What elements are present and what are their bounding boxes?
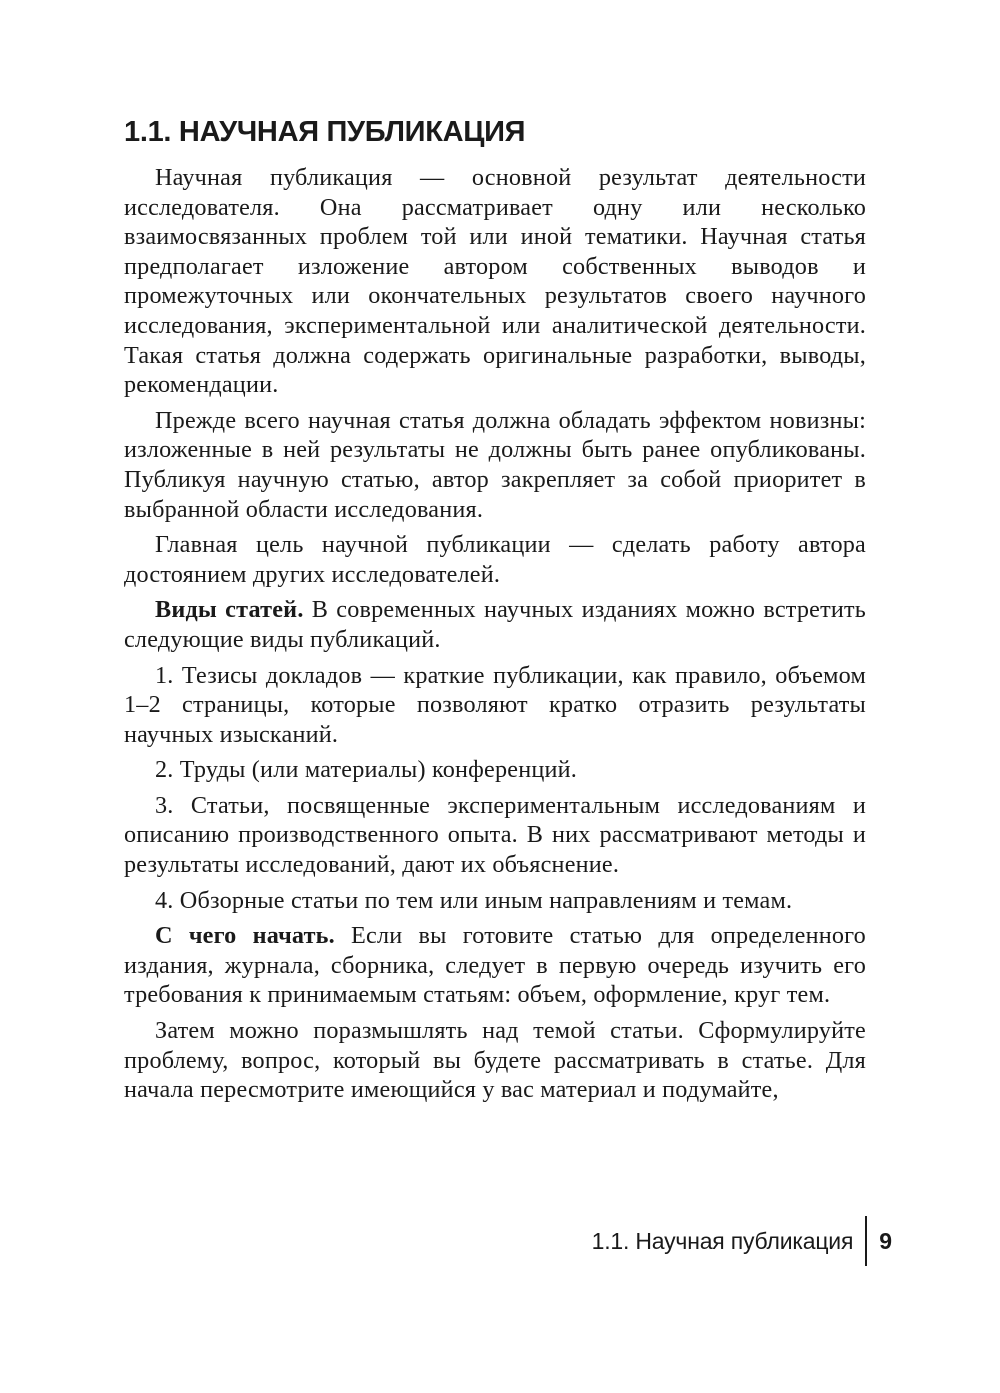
list-item-1 bbox=[124, 661, 866, 750]
running-head: 1.1. Научная публикация bbox=[591, 1227, 854, 1254]
paragraph-text: Прежде всего научная статья должна обладать эффектом новизны: изложенные в ней результаты не должны быть ранее опубликованы. Публикуя научную статью, автор закрепляет за собой приоритет в выбранной области исследования. bbox=[124, 406, 866, 523]
paragraph-text: 3. Статьи, посвященные экспериментальным исследованиям и описанию производственного опыта. В них рассматривают методы и результаты исследований, дают их объяснение. bbox=[124, 791, 866, 879]
page-footer bbox=[592, 1216, 892, 1266]
paragraph-text: 1. Тезисы докладов — краткие публикации, как правило, объемом 1–2 страницы, которые позволяют кратко отразить результаты научных изысканий. bbox=[124, 661, 866, 748]
section-heading: 1.1. НАУЧНАЯ ПУБЛИКАЦИЯ bbox=[124, 116, 526, 148]
paragraph-2 bbox=[124, 406, 866, 524]
paragraph-text: 4. Обзорные статьи по тем или иным направлениям и темам. bbox=[155, 886, 793, 914]
paragraph-text: Главная цель научной публикации — сделать работу автора достоянием других исследователей. bbox=[124, 531, 866, 588]
paragraph-last bbox=[124, 1016, 866, 1105]
body-text bbox=[124, 163, 866, 1105]
paragraph-types-of-articles bbox=[124, 595, 866, 654]
page-number: 9 bbox=[879, 1227, 892, 1254]
list-item-2 bbox=[124, 755, 866, 785]
paragraph-text: 2. Труды (или материалы) конференций. bbox=[155, 756, 578, 784]
paragraph-text: Научная публикация — основной результат деятельности исследователя. Она рассматривает одну или несколько взаимосвязанных проблем той или иной тематики. Научная статья предполагает изложение автором собственных выводов и промежуточных или окончательных результатов своего научного исследования, экспериментальной или аналитической деятельности. Такая статья должна содержать оригинальные разработки, выводы, рекомендации. bbox=[124, 164, 866, 399]
paragraph-1 bbox=[124, 163, 866, 400]
paragraph-where-to-start bbox=[124, 921, 866, 1010]
paragraph-lead: С чего начать. bbox=[155, 922, 335, 950]
paragraph-lead: Виды статей. bbox=[155, 596, 304, 624]
paragraph-3 bbox=[124, 530, 866, 589]
list-item-4 bbox=[124, 886, 866, 916]
paragraph-text: Если вы готовите статью для определенного издания, журнала, сборника, следует в первую очередь изучить его требования к принимаемым статьям: объем, оформление, круг тем. bbox=[124, 922, 866, 1009]
list-item-3 bbox=[124, 791, 866, 880]
paragraph-text: В современных научных изданиях можно встретить следующие виды публикаций. bbox=[124, 596, 866, 653]
paragraph-text: Затем можно поразмышлять над темой статьи. Сформулируйте проблему, вопрос, который вы будете рассматривать в статье. Для начала пересмотрите имеющийся у вас материал и подумайте, bbox=[124, 1017, 866, 1104]
